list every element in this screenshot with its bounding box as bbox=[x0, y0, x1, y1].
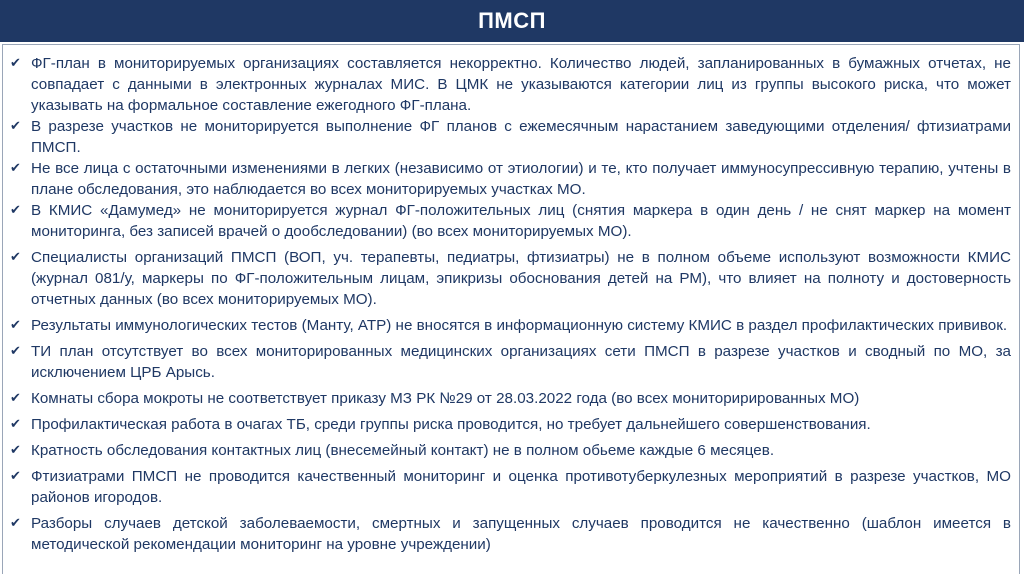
check-icon: ✔ bbox=[10, 391, 21, 406]
bullet-text: В КМИС «Дамумед» не мониторируется журнал ФГ-положительных лиц (снятия маркера в один день / не снят маркер на момент мониторинга, без записей врачей о дообследовании) (во всех мониторируемых МО). bbox=[31, 202, 1011, 240]
bullet-text: Комнаты сбора мокроты не соответствует приказу МЗ РК №29 от 28.03.2022 года (во всех мониторирированных МО) bbox=[31, 390, 860, 407]
check-icon: ✔ bbox=[10, 443, 21, 458]
list-item bbox=[10, 116, 1011, 158]
check-icon: ✔ bbox=[10, 203, 21, 218]
page-title: ПМСП bbox=[478, 8, 546, 33]
list-item bbox=[10, 158, 1011, 200]
content-box bbox=[2, 44, 1020, 574]
list-item bbox=[10, 466, 1011, 508]
bullet-text: В разрезе участков не мониторируется выполнение ФГ планов с ежемесячным нарастанием заведующими отделения/ фтизиатрами ПМСП. bbox=[31, 118, 1011, 156]
bullet-text: Специалисты организаций ПМСП (ВОП, уч. терапевты, педиатры, фтизиатры) не в полном объеме используют возможности КМИС (журнал 081/у, маркеры по ФГ-положительным лицам, эпикризы обоснования детей на РМ), что влияет на полноту и достоверность отчетных данных (во всех мониторируемых МО). bbox=[31, 249, 1011, 308]
check-icon: ✔ bbox=[10, 119, 21, 134]
check-icon: ✔ bbox=[10, 161, 21, 176]
check-icon: ✔ bbox=[10, 344, 21, 359]
list-item bbox=[10, 315, 1011, 336]
bullet-list bbox=[3, 45, 1019, 555]
bullet-text: Разборы случаев детской заболеваемости, смертных и запущенных случаев проводится не качественно (шаблон имеется в методической рекомендации мониторинг на уровне учреждении) bbox=[31, 515, 1011, 553]
list-item bbox=[10, 247, 1011, 310]
check-icon: ✔ bbox=[10, 250, 21, 265]
bullet-text: Профилактическая работа в очагах ТБ, среди группы риска проводится, но требует дальнейшего совершенствования. bbox=[31, 416, 871, 433]
list-item bbox=[10, 200, 1011, 242]
list-item bbox=[10, 513, 1011, 555]
bullet-text: ТИ план отсутствует во всех мониторированных медицинских организациях сети ПМСП в разрезе участков и сводный по МО, за исключением ЦРБ Арысь. bbox=[31, 343, 1011, 381]
list-item bbox=[10, 341, 1011, 383]
check-icon: ✔ bbox=[10, 318, 21, 333]
list-item bbox=[10, 414, 1011, 435]
check-icon: ✔ bbox=[10, 56, 21, 71]
bullet-text: Результаты иммунологических тестов (Манту, АТР) не вносятся в информационную систему КМИС в раздел профилактических прививок. bbox=[31, 317, 1008, 334]
bullet-text: Не все лица с остаточными изменениями в легких (независимо от этиологии) и те, кто получает иммуносупрессивную терапию, учтены в плане обследования, это наблюдается во всех мониторируемых участках МО. bbox=[31, 160, 1011, 198]
list-item bbox=[10, 388, 1011, 409]
bullet-text: ФГ-план в мониторируемых организациях составляется некорректно. Количество людей, запланированных в бумажных отчетах, не совпадает с данными в электронных журналах МИС. В ЦМК не указываются категории лиц из группы высокого риска, что может указывать на формальное составление ежегодного ФГ-плана. bbox=[31, 55, 1011, 114]
bullet-text: Кратность обследования контактных лиц (внесемейный контакт) не в полном обьеме каждые 6 месяцев. bbox=[31, 442, 775, 459]
check-icon: ✔ bbox=[10, 417, 21, 432]
check-icon: ✔ bbox=[10, 469, 21, 484]
check-icon: ✔ bbox=[10, 516, 21, 531]
bullet-text: Фтизиатрами ПМСП не проводится качественный мониторинг и оценка противотуберкулезных мероприятий в разрезе участков, МО районов игородов. bbox=[31, 468, 1011, 506]
title-bar bbox=[0, 0, 1024, 42]
list-item bbox=[10, 440, 1011, 461]
list-item bbox=[10, 53, 1011, 116]
